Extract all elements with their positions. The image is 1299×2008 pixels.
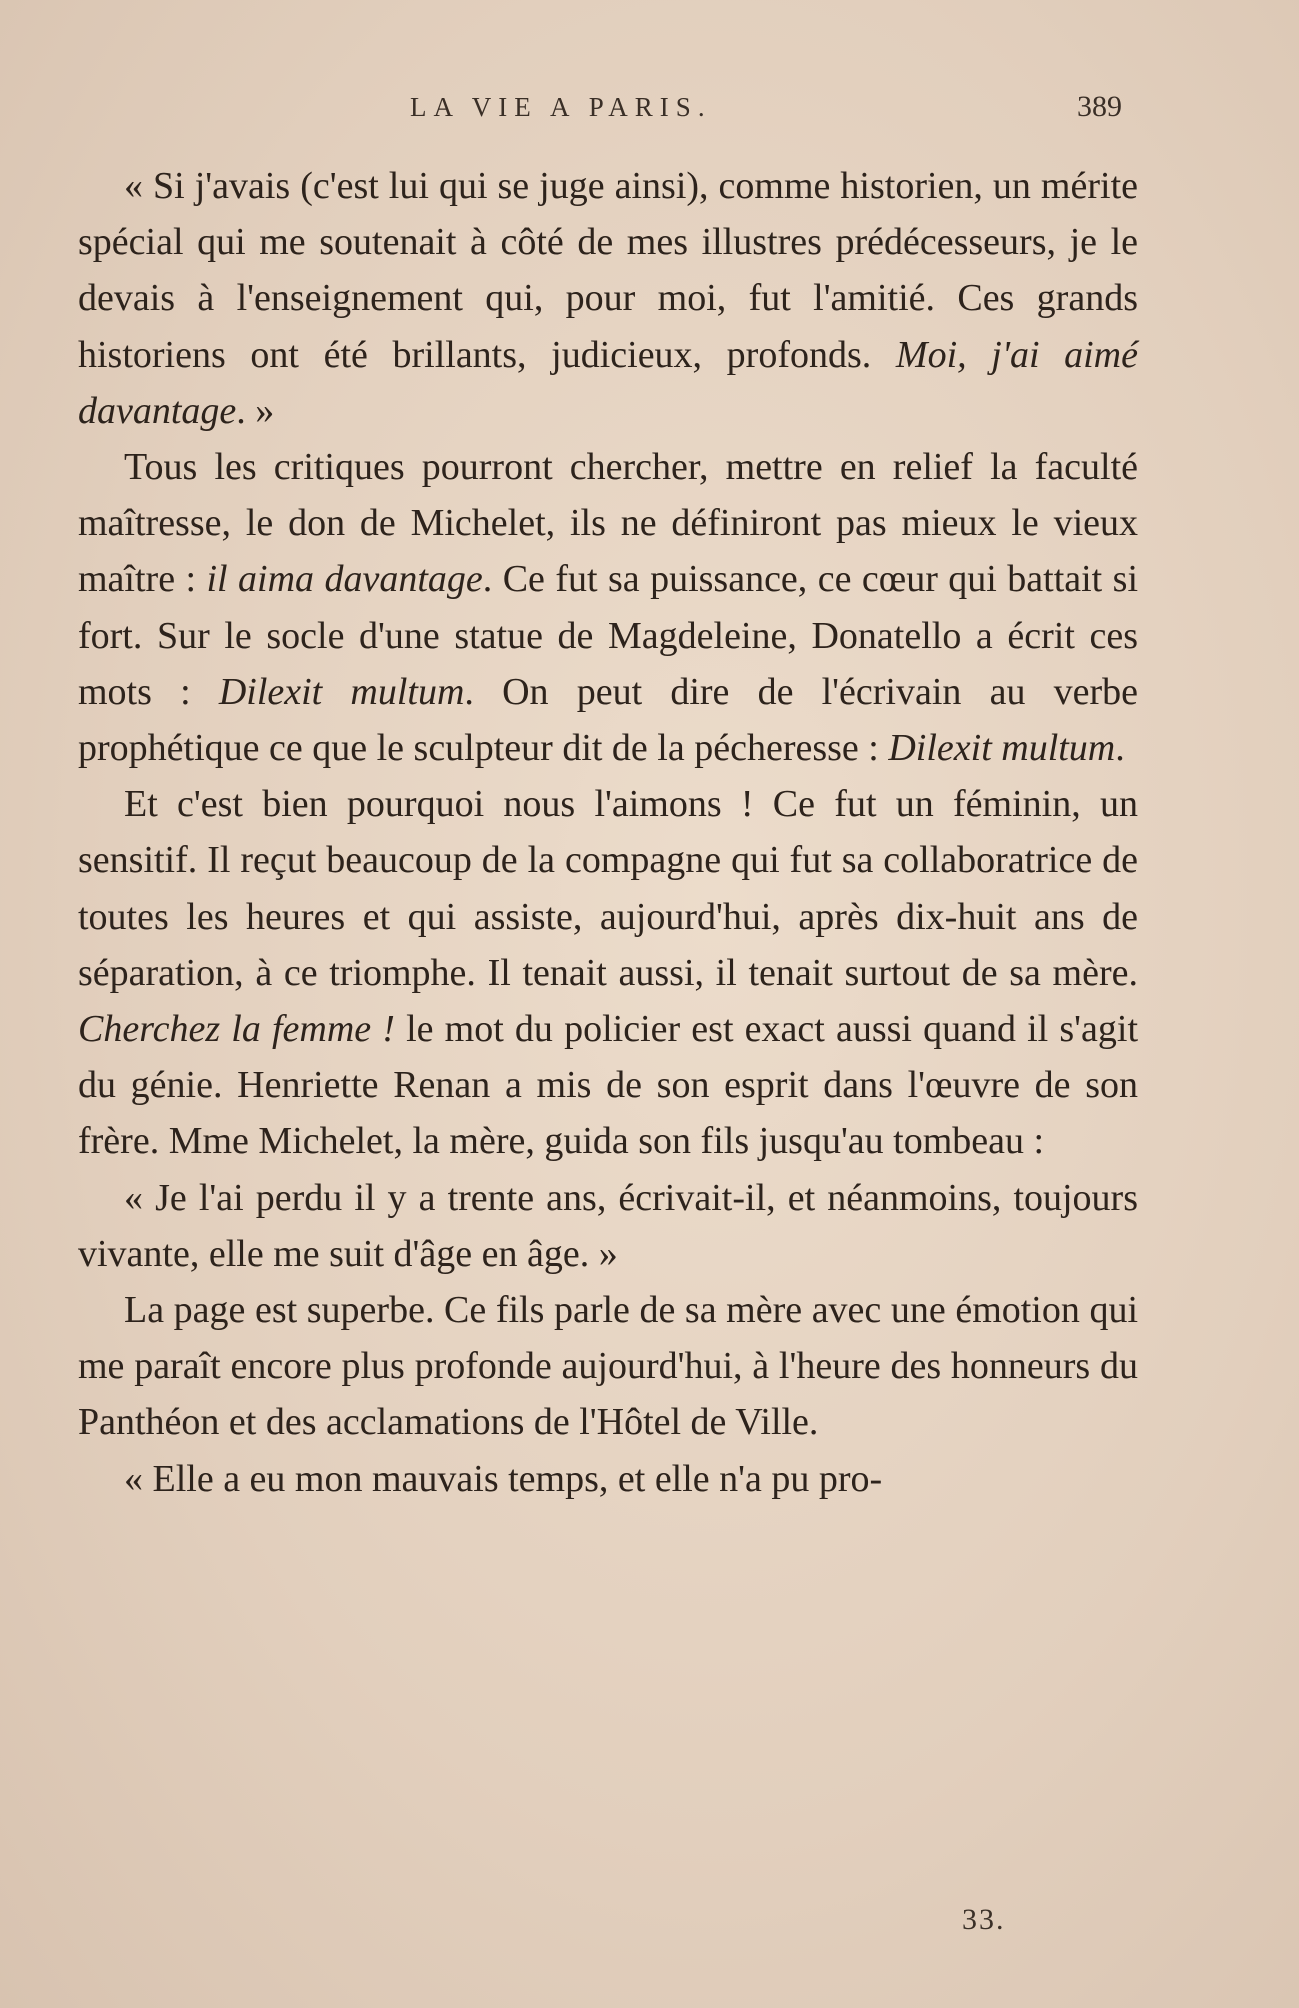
- text-run: . On peut dire de l'écrivain au verbe prophétique ce que le sculpteur dit de la pécheresse :: [78, 670, 1139, 770]
- italic-text-run: Dilexit multum: [218, 670, 465, 713]
- paragraph-quote-michelet: [78, 158, 1138, 439]
- text-run: . »: [236, 389, 275, 432]
- text-run: « Elle a eu mon mauvais temps, et elle n'a pu pro-: [124, 1457, 883, 1500]
- paragraph-quote-mere: [78, 1170, 1138, 1282]
- paragraph-page-superbe: [78, 1282, 1138, 1451]
- italic-text-run: Moi, j'ai aimé davantage: [78, 333, 1138, 432]
- italic-text-run: Dilexit multum: [888, 727, 1116, 770]
- text-run: Tous les critiques pourront chercher, mettre en relief la faculté maîtresse, le don de Michelet, ils ne définiront pas mieux le vieux maître :: [78, 446, 1138, 601]
- running-title: LA VIE A PARIS.: [410, 92, 712, 122]
- text-run: .: [1115, 727, 1125, 770]
- italic-text-run: il aima davantage: [206, 558, 483, 601]
- signature-mark: 33.: [962, 1903, 1006, 1936]
- body-text: [78, 158, 1138, 1507]
- page-number: 389: [1077, 90, 1122, 123]
- text-run: Et c'est bien pourquoi nous l'aimons ! Ce fut un féminin, un sensitif. Il reçut beaucoup de la compagne qui fut sa collaboratrice de toutes les heures et qui assiste, aujourd'hui, après dix-huit ans de séparation, à ce triomphe. Il tenait aussi, il tenait surtout de sa mère.: [78, 783, 1138, 994]
- paragraph-feminin: [78, 776, 1138, 1169]
- italic-text-run: Cherchez la femme !: [78, 1008, 395, 1051]
- text-run: . Ce fut sa puissance, ce cœur qui battait si fort. Sur le socle d'une statue de Magdeleine, Donatello a écrit ces mots :: [78, 558, 1139, 713]
- text-run: La page est superbe. Ce fils parle de sa mère avec une émotion qui me paraît encore plus profonde aujourd'hui, à l'heure des honneurs du Panthéon et des acclamations de l'Hôtel de Ville.: [78, 1289, 1138, 1444]
- paragraph-critiques: [78, 439, 1138, 776]
- text-run: le mot du policier est exact aussi quand il s'agit du génie. Henriette Renan a mis de son esprit dans l'œuvre de son frère. Mme Michelet, la mère, guida son fils jusqu'au tombeau :: [78, 1008, 1138, 1163]
- paragraph-quote-continued: [78, 1451, 1138, 1507]
- text-run: « Si j'avais (c'est lui qui se juge ainsi), comme historien, un mérite spécial qui me soutenait à côté de mes illustres prédécesseurs, je le devais à l'enseignement qui, pour moi, fut l'amitié. Ces grands historiens ont été brillants, judicieux, profonds.: [78, 165, 1138, 376]
- text-run: « Je l'ai perdu il y a trente ans, écrivait-il, et néanmoins, toujours vivante, elle me suit d'âge en âge. »: [78, 1176, 1138, 1275]
